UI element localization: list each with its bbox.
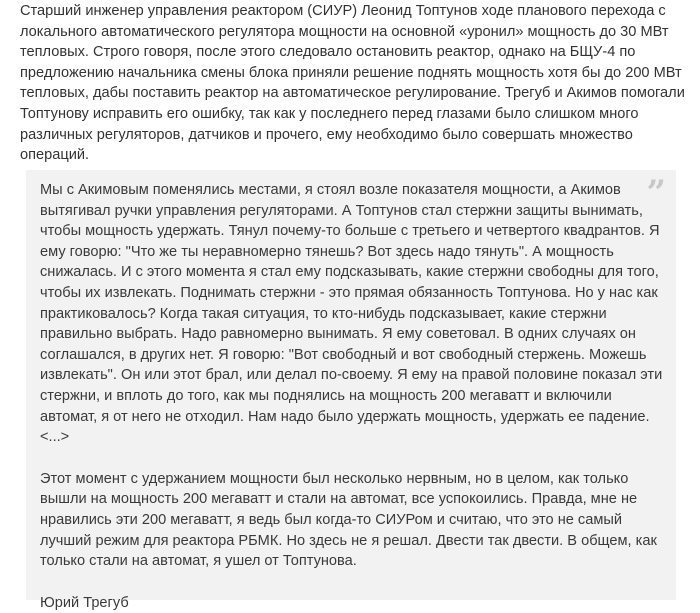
- intro-paragraph: Старший инженер управления реактором (СИУР) Леонид Топтунов ходе планового перехода с локального автоматического регулятора мощности на основной «уронил» мощность до 30 МВт тепловых. Строго говоря, после этого следовало остановить реактор, однако на БЩУ-4 по предложению начальника смены блока приняли решение поднять мощность хотя бы до 200 МВт тепловых, дабы поставить реактор на автоматическое регулирование. Трегуб и Акимов помогали Топтунову исправить его ошибку, так как у последнего перед глазами было слишком много различных регуляторов, датчиков и прочего, ему необходимо было совершать множество операций.: [20, 3, 685, 164]
- blockquote: [26, 170, 676, 611]
- quote-paragraph-1: Мы с Акимовым поменялись местами, я стоял возле показателя мощности, а Акимов вытягивал ручки управления регуляторами. А Топтунов стал стержни защиты вынимать, чтобы мощность удержать. Тянул почему-то больше с третьего и четвертого квадрантов. Я ему говорю: "Что же ты неравномерно тянешь? Вот здесь надо тянуть". А мощность снижалась. И с этого момента я стал ему подсказывать, какие стержни свободны для того, чтобы их извлекать. Поднимать стержни - это прямая обязанность Топтунова. Но у нас как практиковалось? Когда такая ситуация, то кто-нибудь подсказывает, какие стержни правильно выбрать. Надо равномерно вынимать. Я ему советовал. В одних случаях он соглашался, в других нет. Я говорю: "Вот свободный и вот свободный стержень. Можешь извлекать". Он или этот брал, или делал по-своему. Я ему на правой половине показал эти стержни, и вплоть до того, как мы поднялись на мощность 200 мегаватт и включили автомат, я от него не отходил. Нам надо было удержать мощность, удержать ее падение. <...>: [40, 182, 663, 446]
- quote-signature: Юрий Трегуб: [40, 594, 129, 611]
- quotation-mark-icon: ”: [646, 173, 666, 213]
- quote-paragraph-2: Этот момент с удержанием мощности был несколько нервным, но в целом, как только вышли на мощность 200 мегаватт и стали на автомат, все успокоились. Правда, мне не нравились эти 200 мегаватт, я ведь был когда-то СИУРом и считаю, что это не самый лучший режим для реактора РБМК. Но здесь не я решал. Двести так двести. В общем, как только стали на автомат, я ушел от Топтунова.: [40, 470, 657, 570]
